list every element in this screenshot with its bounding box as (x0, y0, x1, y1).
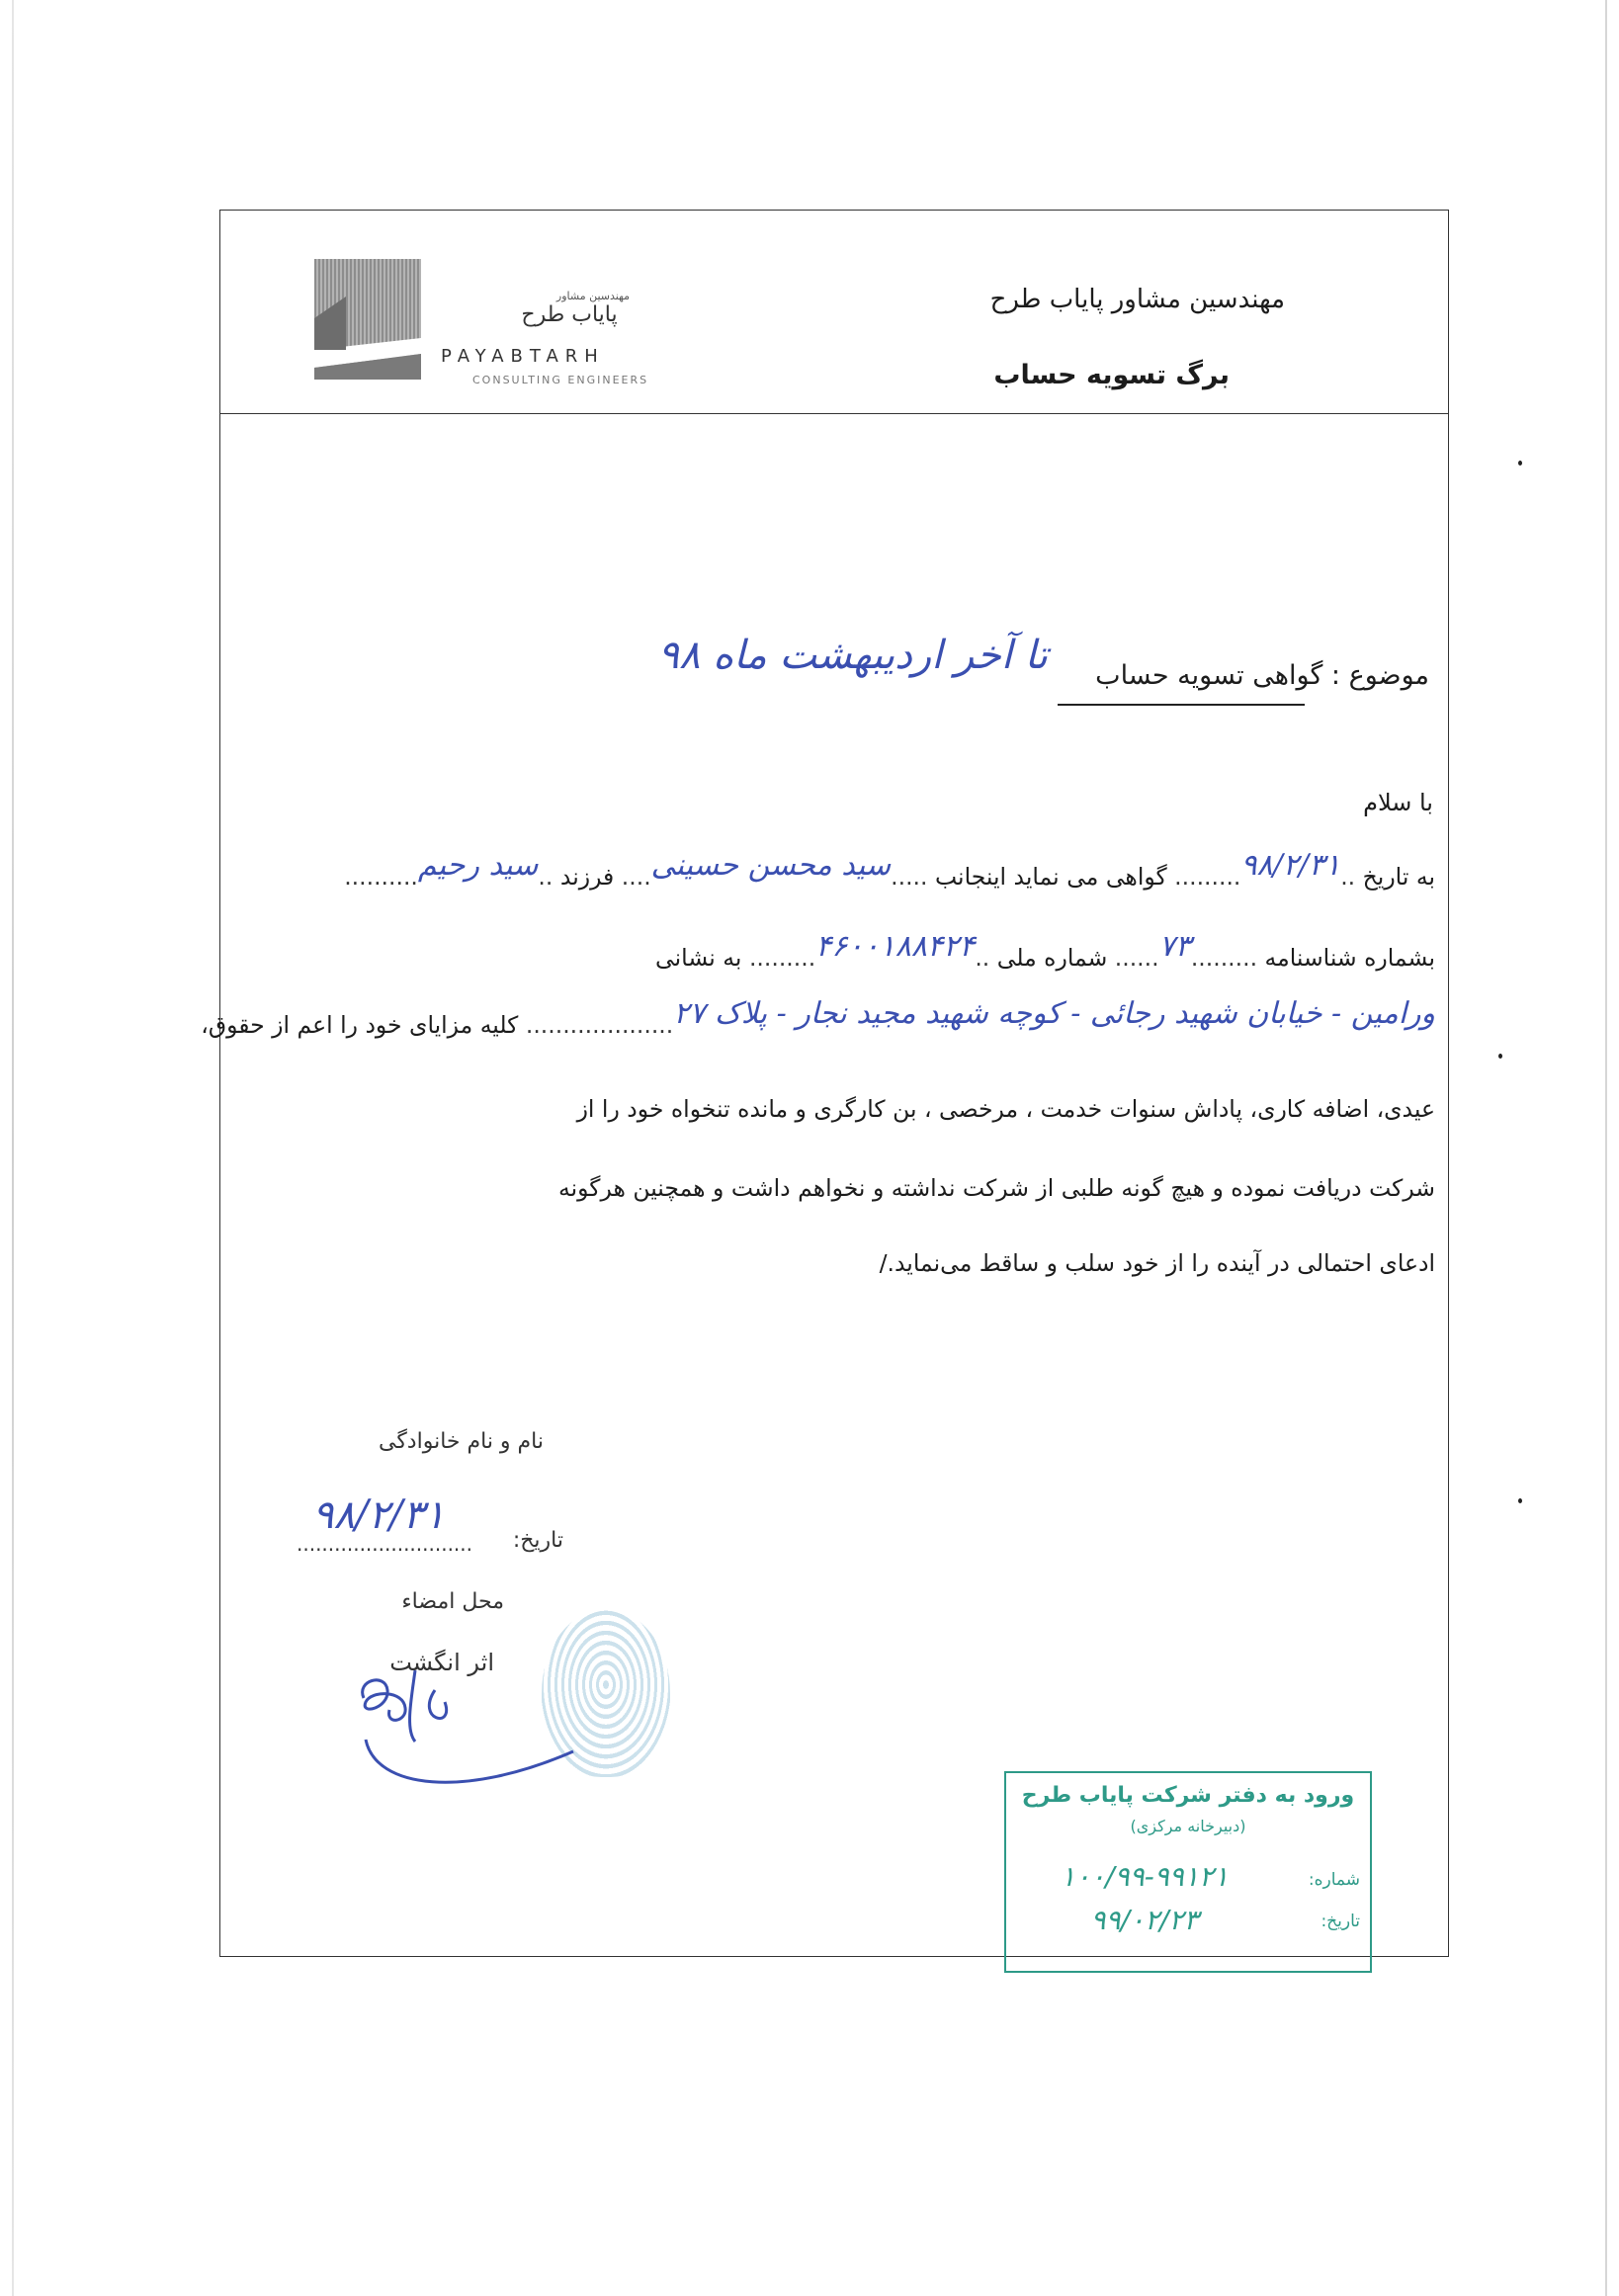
subject-handwritten: تا آخر اردیبهشت ماه ۹۸ (657, 633, 1048, 678)
line2-national-hand: ۴۶۰۰۱۸۸۴۲۴ (815, 929, 976, 964)
body-line-2 (297, 929, 1435, 974)
line2-text-a: بشماره شناسنامه (1264, 944, 1435, 972)
body-line-6: ادعای احتمالی در آینده را از خود سلب و ساقط می‌نماید./ (879, 1249, 1435, 1277)
company-name: مهندسین مشاور پایاب طرح (989, 285, 1285, 314)
logo-subtitle: CONSULTING ENGINEERS (472, 374, 649, 386)
line1-father-hand: سید رحیم (417, 848, 539, 883)
dotted-fill: .................... (525, 1011, 674, 1039)
line2-id-hand: ۷۳ (1158, 929, 1191, 964)
subject-label: موضوع : گواهی تسویه حساب (1095, 660, 1429, 691)
line2-text-b: شماره ملی (996, 944, 1108, 972)
line1-text-c: فرزند (559, 863, 615, 891)
scan-speck (1518, 1498, 1522, 1503)
dotted-fill: ...... (1114, 944, 1159, 972)
dotted-fill: .. (1340, 863, 1356, 891)
dotted-fill: ......... (1174, 863, 1241, 891)
scan-speck (1498, 1054, 1502, 1059)
fingerprint-label: اثر انگشت (389, 1649, 494, 1676)
stamp-subtitle: (دبیرخانه مرکزی) (1130, 1817, 1246, 1835)
logo-name-en: PAYABTARH (441, 346, 605, 367)
line3-text-b: کلیه مزایای خود را اعم از حقوق، (201, 1011, 519, 1039)
line1-name-hand: سید محسن حسینی (650, 848, 892, 883)
scan-edge-right (1605, 0, 1607, 2296)
dotted-fill: ......... (1190, 944, 1258, 972)
line1-date-hand: ۹۸/۲/۳۱ (1240, 848, 1341, 883)
line3-address-hand: ورامین - خیابان شهید رجائی - کوچه شهید مجید نجار - پلاک ۲۷ (673, 996, 1435, 1031)
dotted-fill: .. (975, 944, 990, 972)
greeting: با سلام (1363, 789, 1433, 816)
scan-speck (1518, 461, 1522, 466)
name-label: نام و نام خانوادگی (378, 1429, 544, 1454)
stamp-date-label: تاریخ: (1321, 1912, 1360, 1931)
line2-text-c: به نشانی (655, 944, 742, 972)
scan-edge-left (12, 0, 14, 2296)
header-divider (219, 413, 1449, 414)
stamp-number-label: شماره: (1308, 1870, 1360, 1890)
subject-underline (1058, 704, 1305, 706)
logo-name-fa: پایاب طرح (521, 302, 618, 327)
date-label: تاریخ: (512, 1528, 563, 1553)
body-line-1 (297, 848, 1435, 893)
registry-stamp (1004, 1771, 1372, 1973)
stamp-number-value: ۱۰۰/۹۹-۹۹۱۲۱ (1061, 1860, 1229, 1893)
body-line-3 (201, 996, 1435, 1041)
body-line-4: عیدی، اضافه کاری، پاداش سنوات خدمت ، مرخصی ، بن کارگری و مانده تنخواه خود را از (576, 1095, 1435, 1123)
body-line-5: شرکت دریافت نموده و هیچ گونه طلبی از شرکت نداشته و نخواهم داشت و همچنین هرگونه (558, 1174, 1435, 1202)
date-dotted-fill: ............................ (297, 1532, 473, 1556)
stamp-date-value: ۹۹/۰۲/۲۳ (1090, 1904, 1199, 1936)
signature-label: محل امضاء (401, 1589, 504, 1614)
dotted-fill: ..... (891, 863, 928, 891)
line1-text-a: به تاریخ (1362, 863, 1435, 891)
line1-text-b: گواهی می نماید اینجانب (934, 863, 1167, 891)
dotted-fill: .......... (344, 863, 418, 891)
form-title: برگ تسویه حساب (993, 360, 1230, 390)
footer-date-hand: ۹۸/۲/۳۱ (312, 1492, 446, 1538)
payabtarh-logo-icon (314, 259, 421, 380)
logo-top-text: مهندسین مشاور (555, 290, 631, 302)
dotted-fill: .... (621, 863, 651, 891)
dotted-fill: ......... (748, 944, 816, 972)
handwritten-signature (346, 1660, 603, 1809)
stamp-title: ورود به دفتر شرکت پایاب طرح (1021, 1783, 1355, 1808)
dotted-fill: .. (538, 863, 554, 891)
